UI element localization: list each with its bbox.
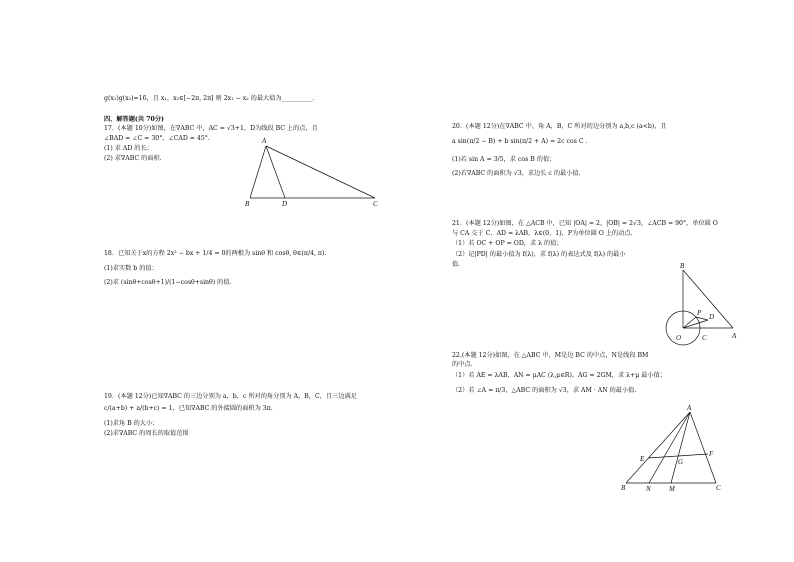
q20-line3: (1)若 sin A = 3/5，求 cos B 的值； [452,156,556,163]
q21-label-c: C [702,334,707,342]
q21-label-o: O [676,334,682,342]
q18-line3: (2)求 (sinθ+cosθ+1)/(1−cosθ+sinθ) 的值. [104,279,232,286]
q21-label-p: P [697,309,702,317]
q22-label-m: M [669,485,675,493]
q22-line2: 的中点. [452,361,473,368]
q22-line1: 22.(本题 12分)如图，在 △ABC 中，M是边 BC 的中点，N是线段 BM [452,352,649,359]
q17-line4: (2) 求∇ABC 的面积. [104,155,162,162]
q19-line2: c/(a+b) + a/(b+c) = 1，已知∇ABC 的外接圆的面积为 3π. [104,405,273,412]
q22-line3: （1）若 AE = λAB，AN = μAC (λ,μ∈R)，AG = 2GM，求 λ+μ 最小值； [452,372,666,379]
q22-label-g: G [678,458,684,466]
q21-label-a: A [732,332,737,340]
q20-line2: a sin(π/2 − B) + b sin(π/2 + A) = 2c cos C . [452,138,588,145]
q21-line4: （2）记|PD| 的最小值为 f(λ)，求 f(λ) 的表达式及 f(λ) 的最小 [452,251,626,258]
q17-label-c: C [373,200,378,208]
top-line-text: g(x₁)g(x₂)=16，且 x₁，x₂∈[−2π, 2π] 则 2x₁ − x₂ 的最大值为__________. [104,95,315,102]
q19-line3: (1)求角 B 的大小； [104,420,159,427]
q21-line2: 与 CA 交于 C，AD = λAB，λ∈(0，1)，P为单位圆 O 上的动点. [452,230,633,237]
q19-line4: (2)求∇ABC 的周长的取值范围 [104,430,189,437]
q18-line1: 18．已知关于x的方程 2x² − bx + 1/4 = 0的两根为 sinθ 和 cosθ, θ∈(π/4, π). [104,250,327,257]
q21-label-b: B [680,262,685,270]
q22-label-n: N [646,485,651,493]
q22-line4: （2）若 ∠A = π/3，△ABC 的面积为 √3，求 AM · AN 的最小值. [452,387,637,394]
q22-label-c: C [716,484,721,492]
section-title: 四、解答题(共 70分) [104,116,164,123]
q22-label-e: E [640,455,645,463]
q21-line3: （1）若 OC + OP = OD，求 λ 的值； [452,240,563,247]
q21-line1: 21．(本题 12分)如图，在 △ACB 中，已知 |OA| = 2，|OB| = 2√3，∠ACB = 90°，单位圆 O [452,220,718,227]
q17-line3: (1) 求 AD 的长； [104,145,153,152]
q17-label-d: D [282,200,288,208]
q22-label-f: F [709,450,714,458]
q20-line4: (2)若∇ABC 的面积为 √3，求边长 c 的最小值. [452,170,581,177]
q21-label-d: D [709,313,715,321]
q18-line2: (1)求实数 b 的值； [104,265,158,272]
q22-label-a: A [687,404,692,412]
q17-label-a: A [262,137,267,145]
q17-line2: ∠BAD = ∠C = 30°，∠CAD = 45°. [104,135,210,142]
q19-line1: 19．(本题 12分)已知∇ABC 的三边分别为 a，b，c 所对的角分别为 A，B，C，且三边满足 [104,393,357,400]
q22-label-b: B [621,484,626,492]
q17-line1: 17．(本题 10分)如图，在∇ABC 中，AC = √3+1，D为线段 BC 上的点，且 [104,125,318,132]
q20-line1: 20．(本题 12分)在∇ABC 中，角 A，B，C 所对的边分别为 a,b,c (a<b)，且 [452,123,667,130]
q21-line5: 值. [452,261,461,268]
q17-label-b: B [245,200,250,208]
